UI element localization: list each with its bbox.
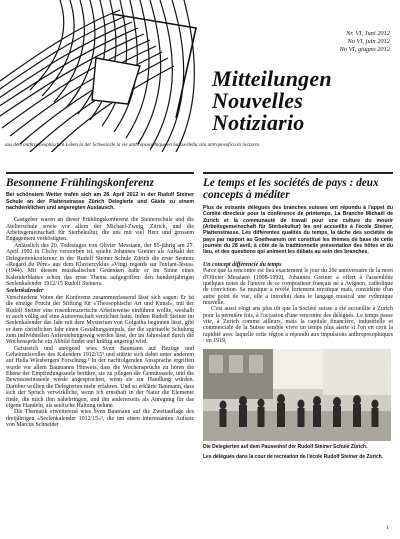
left-article-lead: Bei schönstem Wetter trafen sich am 28. April 2012 in der Rudolf Steiner Schule an der Plattenstrasse Zürich Delegierte und Gäste zu einem nachdenklichen und angeregten Austausch. xyxy=(6,192,194,212)
right-article-lead: Plus de soixante délégués des branches suisses ont répondu à l'appel du Comité directeur pour la conférence de printemps. La Branche Michaël de Zurich et la communauté de travail pour une culture du mourir (Arbeitsgemeinschaft für Sterbekultur) les ont accueillis à l'école Steiner, Plattenstrasse. Les différentes qualités du temps, la tâche des sociétés de pays par rapport au Goetheanum ont constitué les thèmes de base de cette journée du 28 avril, à côté de la traditionnelle présentation des hôtes et du lieu, et des questions qui animent les débats au sein des branches. xyxy=(203,204,393,256)
masthead-tagline: aus dem anthroposophischen Leben in der Schweiz/de la vie anthroposophique en Suisse/della vita antroposofica in Svizzera xyxy=(5,142,260,148)
left-article-paragraph: Gastgeber waren an dieser Frühlingskonferenz die Steinerschule und die Atelierschule sowie vor allem der Michael-Zweig, Zürich, und die Arbeitsgemeinschaft für Sterbekultur, die uns mit viel Herz und grossem Engagement verköstigten. xyxy=(6,217,194,243)
left-article xyxy=(6,172,194,428)
right-article-heading: Le temps et les sociétés de pays : deux concepts à méditer xyxy=(203,177,379,202)
left-article-paragraph: Geistreich und anregend wies Sven Baumann auf Bezüge und Geheimnisvolles des Kalenders 1912/15¹ und stützte sich dabei unter anderem auf Hella Wiesbergers Forschung.² In der nachfolgenden Aussprache ergriffen wurde vor allem Baumanns Hinweis, dass die Wochensprüche zu hören die Ebene der Empfindungsseele berühre, sie zu pflegen die Gemütsseele, und die Bewusstseinsseele werde angesprochen, wenn sie zur Handlung würden. Darüber wollten die Delegierten mehr erfahren. Und so erklärte Baumann, dass sich der Spruch verwirkliche, wenn ich ernsthaft in der Natur die Elemente finde, die mich ihm nahebringen, und ihn andererseits als Anregung für das eigene Handeln, als seelische Haltung nehme. xyxy=(6,345,194,409)
delegates-photo xyxy=(203,349,391,441)
photo-credit: Photo: Konstanze Brefin xyxy=(386,357,390,392)
photo-caption-de: Die Delegierten auf dem Pausenhof der Rudolf Steiner Schule Zürich. xyxy=(203,444,368,451)
page-number: 1 xyxy=(386,525,389,531)
right-article-subhead: Un concept différencié du temps xyxy=(203,261,282,268)
left-article-paragraph: Die Thematik erweiterend wies Sven Baumann auf die Zweitauflage des dreijährigen «Seelenkalender 1912/15»³, die um einen interessanten Aufsatz von Marcus Schneider xyxy=(6,409,194,428)
left-article-subhead: Seelenkalender xyxy=(6,288,44,295)
title-line-de: Mitteilungen xyxy=(212,66,332,91)
left-article-heading: Besonnene Frühlingskonferenz xyxy=(6,177,154,189)
photo-caption-fr: Les délégués dans la cour de récréation de l'école Rudolf Steiner de Zurich. xyxy=(203,453,384,460)
right-article-paragraph: Parce que la rencontre est lieu exactement le jour du 20e anniversaire de la mort d'Olivier Messiaen (1908-1992), Johannes Greiner a offert à l'assemblée quelques notes de l'œuvre de ce compositeur français né à Avignon, catholique de conviction. Sa musique a révélé fortement mystique mais, considérée d'un autre point de vue, elle a introduit dans le langage musical une rythmique nouvelle. xyxy=(203,268,393,307)
title-line-it: Notiziario xyxy=(212,110,305,135)
issue-line-fr: No VI, juin 2012 xyxy=(347,37,390,45)
right-article-rule xyxy=(203,172,393,174)
right-article-paragraph: C'est aussi vingt ans plus tôt que la Société suisse a été accueillie à Zurich pour la première fois, à l'occasion d'une rencontre des délégués. Le temps passe vite, à Zurich comme ailleurs, mais la capitale financière, industrielle et commerciale de la Suisse semble vivre un temps plus alerte si l'on en croit la rapidité avec laquelle cette région a répondu aux impulsions anthroposophiques : en 1919, xyxy=(203,306,393,345)
title-line-fr: Nouvelles xyxy=(212,88,304,113)
delegates-photo-illustration xyxy=(203,349,391,441)
issue-info xyxy=(296,30,390,53)
left-article-paragraph: Anlässlich des 20. Todestages von Olivier Messiaen, der 85-jährig am 27. April 1992 in Clichy verstorben ist, spielte Johannes Greiner als Auftakt der Delegiertenkonferenz in der Rudolf Steiner Schule Zürich die erste Sentenz «Regard du Père» aus dem Klavierzyklus «Vingt regards sur l'enfant-Jésus» (1944). Mit diesem musikalischen Gedenken hatte er im Sinne eines Kalenderblattes schon das erste Thema aufgegriffen: den hundertjährigen Seelenkalender 1912/15 Rudolf Steiners. xyxy=(6,242,194,287)
left-article-rule xyxy=(6,172,194,174)
issue-line-de: Nr. VI, Juni 2012 xyxy=(346,30,390,37)
left-article-paragraph: Verschiedene Voten der Konferenz zusammenfassend lässt sich sagen: Er ist die einzige Frucht der Stiftung für «Theosophische Art und Kunst», mit der Rudolf Steiner eine rosenkreuzerische Arbeitsweise einführen wollte, weshalb er auch völlig auf eine Autorenschaft verzichtet hatte. Indem Rudolf Steiner im Seelenkalender das Jahr mit dem Mysterium von Golgatha beginnen lässt, gibt er dem christlichen Jahr einen Gestaltungsimpuls, der die spirituelle Schulung zum individuellen Auferstehungsweg werden lässt, der im Jahreslauf durch die Wochensprüche ein Abbild findet und kräftig angeregt wird. xyxy=(6,295,194,346)
masthead-title xyxy=(212,68,396,134)
issue-line-it: No VI, giugno 2012 xyxy=(339,45,390,53)
anthroposophical-society-logo xyxy=(0,0,206,152)
right-article xyxy=(203,172,393,460)
